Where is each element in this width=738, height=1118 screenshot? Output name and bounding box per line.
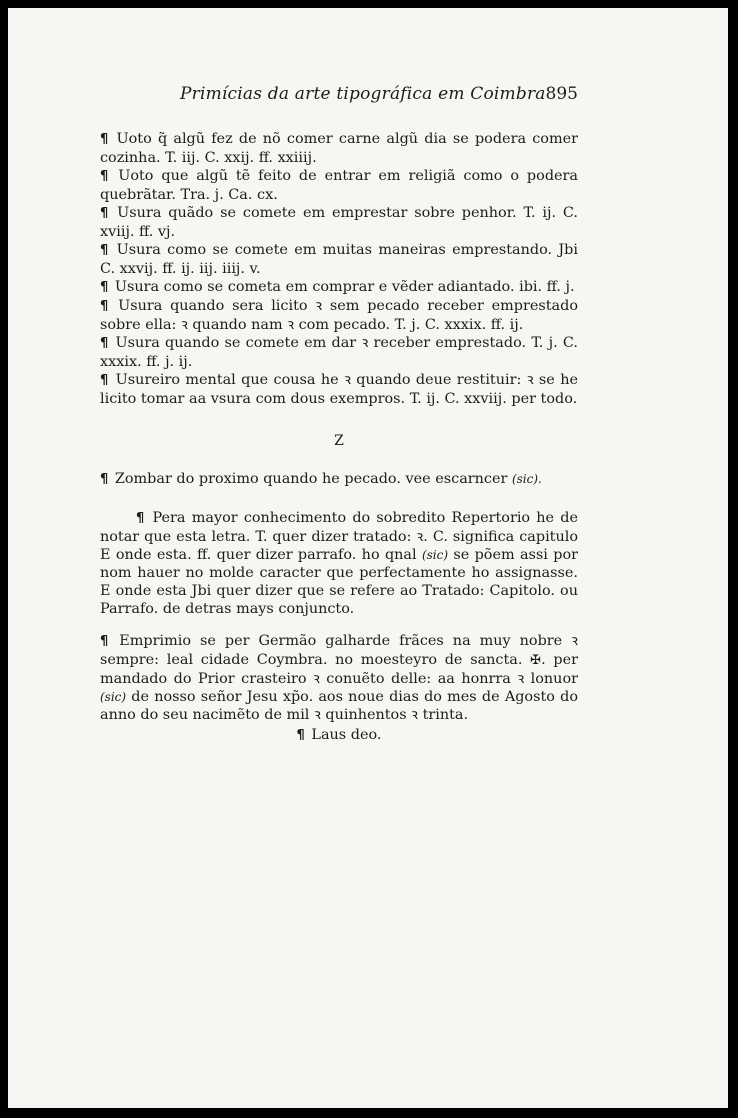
pilcrow-icon: ¶ (100, 472, 109, 487)
index-entry (100, 297, 578, 334)
pilcrow-icon: ¶ (100, 373, 109, 388)
index-entry (100, 241, 578, 278)
sic-note: (sic). (511, 472, 542, 486)
entry-text: Zombar do proximo quando he pecado. vee escarncer (114, 471, 508, 487)
colophon-text: . per mandado do Prior crasteiro ꝛ conuẽto delle: aa honrra ꝛ lonuor (100, 652, 578, 688)
pilcrow-icon: ¶ (100, 634, 109, 650)
index-entry (100, 334, 578, 371)
page-number: 895 (545, 84, 578, 104)
entry-text: Usura como se comete em muitas maneiras emprestando. Jbi C. xxvij. ff. ij. iij. iiij. v. (100, 242, 578, 277)
entry-text: Uoto que algũ tẽ feito de entrar em religiã como o podera quebrãtar. Tra. j. Ca. cx. (100, 168, 578, 203)
pilcrow-icon: ¶ (296, 728, 305, 744)
afterword-explanation (100, 509, 578, 618)
pilcrow-icon: ¶ (100, 132, 109, 147)
afterword-text: Pera mayor conhecimento do sobredito Repertorio he de notar que esta letra. T. quer dizer tratado: ꝛ. C. significa capitulo E onde esta. ff. quer dizer parrafo. ho qnal (100, 510, 579, 563)
pilcrow-icon: ¶ (100, 336, 109, 351)
entry-text: Usura quãdo se comete em emprestar sobre penhor. T. ij. C. xviij. ff. vj. (100, 205, 578, 240)
pilcrow-icon: ¶ (100, 299, 109, 314)
sic-note: (sic) (421, 548, 449, 562)
running-title: Primícias da arte tipográfica em Coimbra (180, 84, 546, 104)
entry-text: Usura quando sera licito ꝛ sem pecado receber emprestado sobre ella: ꝛ quando nam ꝛ com pecado. T. j. C. xxxix. ff. ij. (100, 298, 578, 333)
running-header (100, 84, 578, 110)
cross-icon: ✠ (530, 653, 542, 669)
index-entry (100, 130, 578, 167)
index-entry (100, 204, 578, 241)
closing-text: Laus deo. (311, 727, 382, 744)
sic-note: (sic) (100, 690, 127, 705)
index-entry (100, 371, 578, 408)
index-entry (100, 278, 578, 297)
entry-text: Usura como se cometa em comprar e vẽder adiantado. ibi. ff. j. (114, 279, 575, 295)
book-page (8, 8, 728, 1108)
entry-text: Usureiro mental que cousa he ꝛ quando deue restituir: ꝛ se he licito tomar aa vsura com dous exempros. T. ij. C. xxviij. per todo. (100, 372, 578, 407)
colophon-text: de nosso señor Jesu xp̃o. aos noue dias do mes de Agosto do anno do seu nacimẽto de mil ꝛ quinhentos ꝛ trinta. (100, 689, 578, 724)
index-entry (100, 167, 578, 204)
closing-line (100, 726, 578, 745)
pilcrow-icon: ¶ (100, 206, 109, 221)
index-entry-z (100, 470, 578, 489)
pilcrow-icon: ¶ (100, 280, 109, 295)
entry-text: Usura quando se comete em dar ꝛ receber emprestado. T. j. C. xxxix. ff. j. ij. (100, 335, 578, 370)
pilcrow-icon: ¶ (100, 243, 109, 258)
text-body (100, 130, 578, 760)
pilcrow-icon: ¶ (100, 169, 109, 184)
colophon (100, 632, 578, 724)
pilcrow-icon: ¶ (136, 511, 145, 526)
section-letter-heading: Z (334, 433, 344, 449)
afterword-text: se põem assi por nom hauer no molde caracter que perfectamente ho assignasse. E onde esta Jbi quer dizer que se refere ao Tratado: Capitolo. ou Parrafo. de detras mays conjuncto. (100, 547, 578, 617)
colophon-text: Emprimio se per Germão galharde frãces na muy nobre ꝛ sempre: leal cidade Coymbra. no moesteyro de sancta. (100, 633, 578, 669)
entry-text: Uoto q̃ algũ fez de nõ comer carne algũ dia se podera comer cozinha. T. iij. C. xxij. ff. xxiiij. (100, 131, 579, 166)
